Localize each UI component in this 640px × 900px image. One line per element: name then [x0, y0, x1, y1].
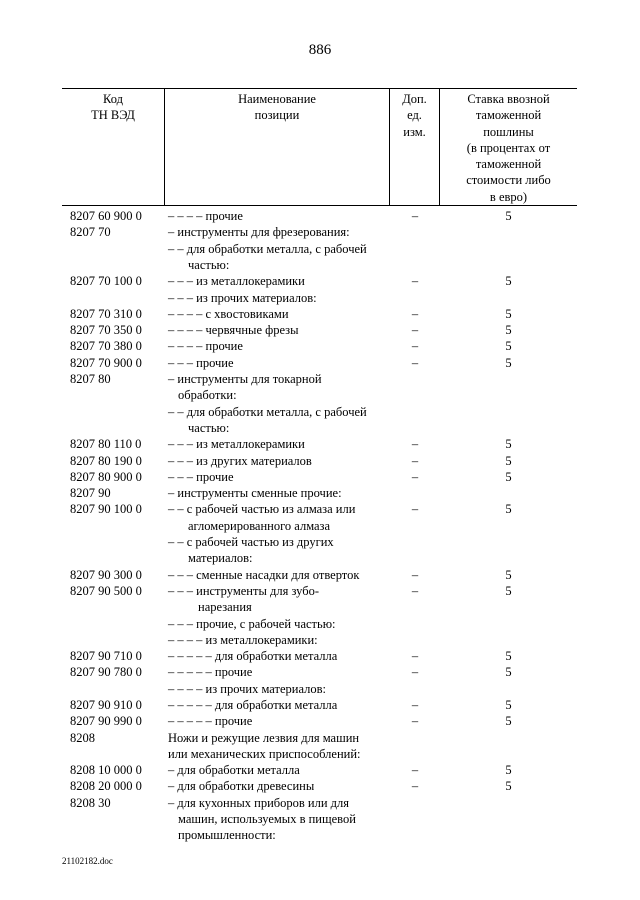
table-row [62, 355, 577, 371]
table-row [62, 306, 577, 322]
name-cell: – для обработки металла [168, 763, 300, 778]
rate-cell: 5 [505, 209, 512, 224]
name-cell: – – – – с хвостовиками [168, 306, 289, 321]
tariff-table [62, 88, 577, 844]
rate-cell: 5 [505, 355, 512, 370]
rate-cell: 5 [505, 306, 512, 321]
unit-cell: – [411, 779, 419, 794]
table-row [62, 583, 577, 616]
rate-cell: 5 [505, 567, 512, 582]
table-body [62, 206, 577, 844]
unit-cell: – [411, 339, 419, 354]
unit-cell: – [411, 437, 419, 452]
name-cell: – – – – прочие [168, 209, 243, 224]
rate-cell: 5 [505, 469, 512, 484]
table-row [62, 485, 577, 501]
name-cell: – – с рабочей частью из других материалов: [168, 535, 334, 566]
rate-cell: 5 [505, 453, 512, 468]
code-cell: 8207 90 910 0 [70, 697, 142, 712]
code-cell: 8207 70 [70, 225, 111, 240]
name-cell: – – – из других материалов [168, 453, 312, 468]
table-row [62, 713, 577, 729]
code-cell: 8207 90 500 0 [70, 583, 142, 598]
name-cell: – для кухонных приборов или для машин, используемых в пищевой промышленности: [168, 795, 356, 843]
table-row [62, 567, 577, 583]
table-row [62, 290, 577, 306]
name-cell: – – с рабочей частью из алмаза или агломерированного алмаза [168, 502, 356, 533]
code-cell: 8207 70 100 0 [70, 274, 142, 289]
header-name: Наименование позиции [165, 89, 390, 205]
rate-cell: 5 [505, 665, 512, 680]
unit-cell: – [411, 274, 419, 289]
table-row [62, 681, 577, 697]
unit-cell: – [411, 649, 419, 664]
table-row [62, 241, 577, 274]
table-row [62, 436, 577, 452]
unit-cell: – [411, 567, 419, 582]
name-cell: – – – прочие, с рабочей частью: [168, 616, 336, 631]
name-cell: – – – – прочие [168, 339, 243, 354]
unit-cell: – [411, 665, 419, 680]
header-code: Код ТН ВЭД [62, 89, 165, 205]
table-row [62, 762, 577, 778]
rate-cell: 5 [505, 274, 512, 289]
code-cell: 8207 70 350 0 [70, 323, 142, 338]
rate-cell: 5 [505, 437, 512, 452]
table-row [62, 208, 577, 224]
rate-cell: 5 [505, 339, 512, 354]
table-header-row [62, 88, 577, 206]
name-cell: – – – из металлокерамики [168, 437, 305, 452]
code-cell: 8207 90 300 0 [70, 567, 142, 582]
name-cell: – инструменты сменные прочие: [168, 486, 342, 501]
rate-cell: 5 [505, 583, 512, 598]
unit-cell: – [411, 714, 419, 729]
table-row [62, 469, 577, 485]
unit-cell: – [411, 583, 419, 598]
name-cell: – – – – – прочие [168, 714, 253, 729]
page-number: 886 [308, 42, 332, 58]
code-cell: 8207 90 [70, 486, 111, 501]
table-row [62, 778, 577, 794]
code-cell: 8207 90 710 0 [70, 649, 142, 664]
name-cell: – инструменты для токарной обработки: [168, 372, 322, 403]
name-cell: – – для обработки металла, с рабочей частью: [168, 404, 367, 435]
unit-cell: – [411, 323, 419, 338]
table-row [62, 730, 577, 763]
code-cell: 8207 90 780 0 [70, 665, 142, 680]
table-row [62, 664, 577, 680]
rate-cell: 5 [505, 323, 512, 338]
code-cell: 8207 80 900 0 [70, 469, 142, 484]
unit-cell: – [411, 355, 419, 370]
rate-cell: 5 [505, 649, 512, 664]
unit-cell: – [411, 453, 419, 468]
code-cell: 8208 30 [70, 795, 111, 810]
code-cell: 8208 [70, 730, 95, 745]
name-cell: – – – из прочих материалов: [168, 290, 317, 305]
name-cell: Ножи и режущие лезвия для машин или механических приспособлений: [168, 730, 361, 761]
rate-cell: 5 [505, 502, 512, 517]
name-cell: – – – – – прочие [168, 665, 253, 680]
name-cell: – – – сменные насадки для отверток [168, 567, 360, 582]
table-row [62, 632, 577, 648]
code-cell: 8207 90 100 0 [70, 502, 142, 517]
table-row [62, 322, 577, 338]
name-cell: – – – из металлокерамики [168, 274, 305, 289]
name-cell: – – – прочие [168, 355, 234, 370]
table-row [62, 697, 577, 713]
name-cell: – – – прочие [168, 469, 234, 484]
code-cell: 8207 70 310 0 [70, 306, 142, 321]
rate-cell: 5 [505, 763, 512, 778]
name-cell: – – – – из прочих материалов: [168, 681, 326, 696]
code-cell: 8207 80 [70, 372, 111, 387]
header-rate: Ставка ввозной таможенной пошлины (в процентах от таможенной стоимости либо в евро) [466, 92, 551, 204]
code-cell: 8207 70 380 0 [70, 339, 142, 354]
code-cell: 8207 60 900 0 [70, 209, 142, 224]
table-row [62, 338, 577, 354]
table-row [62, 273, 577, 289]
code-cell: 8207 70 900 0 [70, 355, 142, 370]
name-cell: – – – – – для обработки металла [168, 649, 338, 664]
unit-cell: – [411, 697, 419, 712]
unit-cell: – [411, 502, 419, 517]
name-cell: – инструменты для фрезерования: [168, 225, 350, 240]
header-unit: Доп. ед. изм. [390, 89, 440, 205]
table-row [62, 616, 577, 632]
name-cell: – – – – – для обработки металла [168, 697, 338, 712]
code-cell: 8207 90 990 0 [70, 714, 142, 729]
table-row [62, 224, 577, 240]
unit-cell: – [411, 209, 419, 224]
code-cell: 8208 20 000 0 [70, 779, 142, 794]
table-row [62, 453, 577, 469]
table-row [62, 534, 577, 567]
code-cell: 8207 80 110 0 [70, 437, 142, 452]
name-cell: – – для обработки металла, с рабочей частью: [168, 241, 367, 272]
unit-cell: – [411, 469, 419, 484]
name-cell: – – – – из металлокерамики: [168, 632, 318, 647]
unit-cell: – [411, 763, 419, 778]
code-cell: 8208 10 000 0 [70, 763, 142, 778]
rate-cell: 5 [505, 779, 512, 794]
code-cell: 8207 80 190 0 [70, 453, 142, 468]
name-cell: – – – – червячные фрезы [168, 323, 299, 338]
name-cell: – – – инструменты для зубо- нарезания [168, 583, 319, 615]
name-cell: – для обработки древесины [168, 779, 315, 794]
document-filename: 21102182.doc [62, 856, 113, 866]
unit-cell: – [411, 306, 419, 321]
table-row [62, 371, 577, 404]
table-row [62, 795, 577, 844]
rate-cell: 5 [505, 714, 512, 729]
table-row [62, 501, 577, 534]
table-row [62, 404, 577, 437]
table-row [62, 648, 577, 664]
rate-cell: 5 [505, 697, 512, 712]
